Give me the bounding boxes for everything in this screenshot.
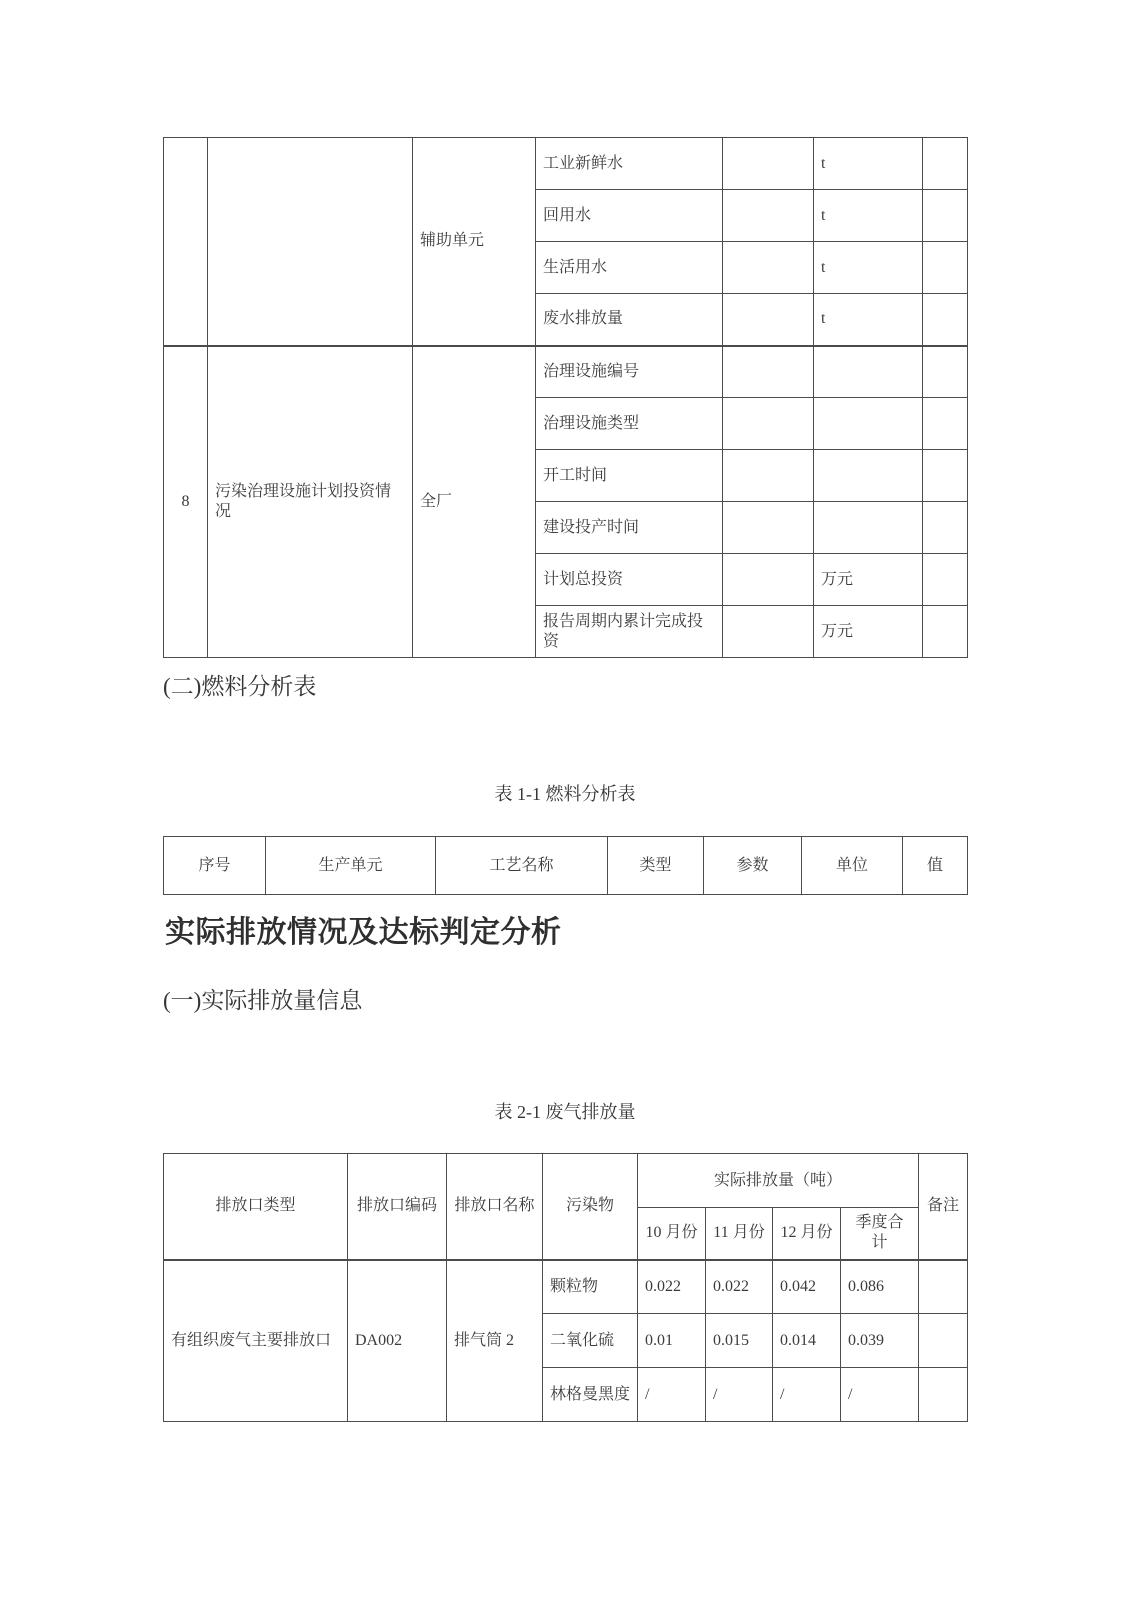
table-row [164,1260,968,1314]
cell-unit [814,502,923,554]
cell-remark [923,190,968,242]
facility-investment-table [163,137,968,658]
emission-table-caption: 表 2-1 废气排放量 [494,1102,636,1122]
header-production-unit: 生产单元 [266,837,436,895]
cell-month-nov: 0.022 [706,1260,773,1314]
cell-seq: 8 [164,346,208,658]
cell-remark [923,398,968,450]
cell-remark [923,138,968,190]
cell-month-oct: 0.01 [638,1314,706,1368]
cell-value [723,346,814,398]
cell-remark [923,450,968,502]
header-process-name: 工艺名称 [436,837,608,895]
fuel-analysis-table [163,836,968,895]
cell-month-oct: 0.022 [638,1260,706,1314]
cell-value [723,554,814,606]
cell-pollutant: 二氧化硫 [543,1314,638,1368]
header-pollutant: 污染物 [543,1154,638,1260]
cell-value [723,502,814,554]
cell-unit: t [814,294,923,346]
cell-value [723,294,814,346]
cell-param: 治理设施编号 [536,346,723,398]
header-remark: 备注 [919,1154,968,1260]
cell-month-dec: 0.014 [773,1314,841,1368]
cell-value [723,242,814,294]
cell-remark [923,554,968,606]
cell-unit: t [814,138,923,190]
cell-quarter-total: / [841,1368,919,1422]
cell-param: 报告周期内累计完成投资 [536,606,723,658]
cell-category [208,138,413,346]
cell-outlet-type: 有组织废气主要排放口 [164,1260,348,1422]
cell-param: 建设投产时间 [536,502,723,554]
cell-seq [164,138,208,346]
cell-param: 废水排放量 [536,294,723,346]
cell-param: 开工时间 [536,450,723,502]
cell-unit: 万元 [814,606,923,658]
cell-remark [923,346,968,398]
cell-value [723,138,814,190]
cell-unit [814,346,923,398]
cell-month-nov: 0.015 [706,1314,773,1368]
cell-remark [923,294,968,346]
fuel-table-caption: 表 1-1 燃料分析表 [494,784,636,804]
cell-unit: 万元 [814,554,923,606]
cell-param: 生活用水 [536,242,723,294]
cell-unit [814,450,923,502]
cell-param: 回用水 [536,190,723,242]
cell-scope: 全厂 [413,346,536,658]
cell-quarter-total: 0.086 [841,1260,919,1314]
cell-outlet-name: 排气筒 2 [447,1260,543,1422]
header-parameter: 参数 [704,837,802,895]
cell-month-dec: 0.042 [773,1260,841,1314]
main-heading-actual-emission: 实际排放情况及达标判定分析 [165,916,562,949]
cell-remark [923,606,968,658]
section-heading-fuel-analysis: (二)燃料分析表 [163,674,317,699]
section-heading-actual-emission-info: (一)实际排放量信息 [163,988,363,1013]
header-type: 类型 [608,837,704,895]
waste-gas-emission-table [163,1153,968,1422]
header-month-dec: 12 月份 [773,1208,841,1260]
cell-param: 治理设施类型 [536,398,723,450]
cell-unit: t [814,190,923,242]
header-month-nov: 11 月份 [706,1208,773,1260]
header-value: 值 [903,837,968,895]
cell-category: 污染治理设施计划投资情况 [208,346,413,658]
cell-scope: 辅助单元 [413,138,536,346]
header-seq: 序号 [164,837,266,895]
cell-param: 计划总投资 [536,554,723,606]
header-quarter-total: 季度合计 [841,1208,919,1260]
cell-remark [923,502,968,554]
table-row [164,138,968,190]
cell-param: 工业新鲜水 [536,138,723,190]
cell-unit: t [814,242,923,294]
table-row [164,346,968,398]
header-outlet-code: 排放口编码 [348,1154,447,1260]
cell-outlet-code: DA002 [348,1260,447,1422]
table-header-row [164,1154,968,1208]
cell-pollutant: 林格曼黑度 [543,1368,638,1422]
cell-value [723,606,814,658]
cell-month-dec: / [773,1368,841,1422]
header-actual-emission: 实际排放量（吨） [638,1154,919,1208]
cell-value [723,398,814,450]
table-header-row [164,837,968,895]
header-outlet-name: 排放口名称 [447,1154,543,1260]
cell-month-oct: / [638,1368,706,1422]
header-unit: 单位 [802,837,903,895]
cell-value [723,450,814,502]
header-outlet-type: 排放口类型 [164,1154,348,1260]
cell-pollutant: 颗粒物 [543,1260,638,1314]
cell-value [723,190,814,242]
header-month-oct: 10 月份 [638,1208,706,1260]
cell-remark [919,1368,968,1422]
cell-remark [919,1314,968,1368]
cell-unit [814,398,923,450]
cell-remark [919,1260,968,1314]
cell-quarter-total: 0.039 [841,1314,919,1368]
cell-month-nov: / [706,1368,773,1422]
cell-remark [923,242,968,294]
